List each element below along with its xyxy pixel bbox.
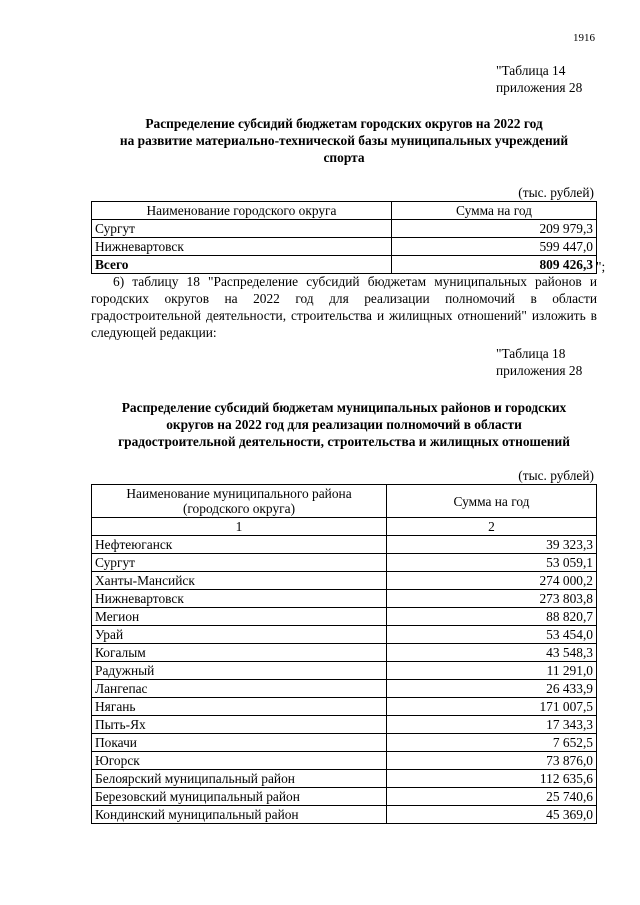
table18-title <box>88 399 600 450</box>
table14-header-name: Наименование городского округа <box>92 202 392 220</box>
row-name: Урай <box>92 626 387 644</box>
table-row <box>92 788 597 806</box>
row-name: Сургут <box>92 220 392 238</box>
row-name: Когалым <box>92 644 387 662</box>
row-sum: 45 369,0 <box>387 806 597 824</box>
table18-units: (тыс. рублей) <box>518 468 594 483</box>
table18 <box>91 484 597 824</box>
row-name: Нижневартовск <box>92 238 392 256</box>
amendment-text: 6) таблицу 18 "Распределение субсидий бюджетам муниципальных районов и городских округов на 2022 год для реализации полномочий в области градостроительной деятельности, строительства и жилищных отношений" изложить в следующей редакции: <box>91 274 597 340</box>
table18-title-line2: округов на 2022 год для реализации полномочий в области <box>166 417 522 432</box>
colnum-2: 2 <box>387 518 597 536</box>
table14 <box>91 201 597 274</box>
table14-caption-line1: "Таблица 14 <box>496 63 566 78</box>
table-row <box>92 608 597 626</box>
row-name: Лангепас <box>92 680 387 698</box>
table18-title-line3: градостроительной деятельности, строительства и жилищных отношений <box>118 434 570 449</box>
table14-total-row <box>92 256 597 274</box>
colnum-1: 1 <box>92 518 387 536</box>
row-sum: 274 000,2 <box>387 572 597 590</box>
table-row <box>92 590 597 608</box>
table-row <box>92 238 597 256</box>
row-name: Мегион <box>92 608 387 626</box>
row-sum: 171 007,5 <box>387 698 597 716</box>
table-row <box>92 734 597 752</box>
table14-title <box>88 115 600 166</box>
table-row <box>92 626 597 644</box>
table14-title-line2: на развитие материально-технической базы муниципальных учреждений <box>119 133 569 148</box>
row-sum: 73 876,0 <box>387 752 597 770</box>
table14-units: (тыс. рублей) <box>518 185 594 200</box>
row-sum: 273 803,8 <box>387 590 597 608</box>
table18-caption <box>496 345 606 379</box>
table-row <box>92 572 597 590</box>
row-name: Югорск <box>92 752 387 770</box>
row-sum: 17 343,3 <box>387 716 597 734</box>
table14-caption <box>496 62 606 96</box>
table14-header-row <box>92 202 597 220</box>
row-sum: 112 635,6 <box>387 770 597 788</box>
row-name: Нижневартовск <box>92 590 387 608</box>
row-sum: 39 323,3 <box>387 536 597 554</box>
table-row <box>92 662 597 680</box>
row-name: Пыть-Ях <box>92 716 387 734</box>
row-name: Березовский муниципальный район <box>92 788 387 806</box>
table18-title-line1: Распределение субсидий бюджетам муниципальных районов и городских <box>121 400 567 415</box>
table14-header-sum: Сумма на год <box>392 202 597 220</box>
row-name: Сургут <box>92 554 387 572</box>
table14-closing-quote: "; <box>596 259 606 274</box>
table-row <box>92 716 597 734</box>
row-sum: 7 652,5 <box>387 734 597 752</box>
total-label: Всего <box>92 256 392 274</box>
table18-header-sum: Сумма на год <box>387 485 597 518</box>
row-name: Белоярский муниципальный район <box>92 770 387 788</box>
header-name-line2: (городского округа) <box>182 501 296 516</box>
table-row <box>92 698 597 716</box>
row-sum: 599 447,0 <box>392 238 597 256</box>
table-row <box>92 554 597 572</box>
table-row <box>92 644 597 662</box>
table18-header-row <box>92 485 597 518</box>
row-name: Кондинский муниципальный район <box>92 806 387 824</box>
table14-caption-line2: приложения 28 <box>496 80 583 95</box>
row-name: Ханты-Мансийск <box>92 572 387 590</box>
row-sum: 43 548,3 <box>387 644 597 662</box>
table14-title-line3: спорта <box>323 150 365 165</box>
row-sum: 53 059,1 <box>387 554 597 572</box>
page-number: 1916 <box>573 32 595 44</box>
table18-colnum-row <box>92 518 597 536</box>
table-row <box>92 536 597 554</box>
table-row <box>92 770 597 788</box>
table18-caption-line2: приложения 28 <box>496 363 583 378</box>
table-row <box>92 752 597 770</box>
row-sum: 209 979,3 <box>392 220 597 238</box>
row-name: Покачи <box>92 734 387 752</box>
table-row <box>92 806 597 824</box>
row-sum: 88 820,7 <box>387 608 597 626</box>
header-name-line1: Наименование муниципального района <box>126 486 352 501</box>
table14-title-line1: Распределение субсидий бюджетам городских округов на 2022 год <box>145 116 543 131</box>
row-sum: 53 454,0 <box>387 626 597 644</box>
table18-header-name <box>92 485 387 518</box>
table-row <box>92 680 597 698</box>
row-name: Радужный <box>92 662 387 680</box>
total-sum: 809 426,3 <box>392 256 597 274</box>
table18-caption-line1: "Таблица 18 <box>496 346 566 361</box>
table18-body <box>92 536 597 824</box>
row-sum: 26 433,9 <box>387 680 597 698</box>
row-name: Нягань <box>92 698 387 716</box>
row-sum: 11 291,0 <box>387 662 597 680</box>
row-name: Нефтеюганск <box>92 536 387 554</box>
amendment-paragraph <box>91 273 597 341</box>
table-row <box>92 220 597 238</box>
row-sum: 25 740,6 <box>387 788 597 806</box>
